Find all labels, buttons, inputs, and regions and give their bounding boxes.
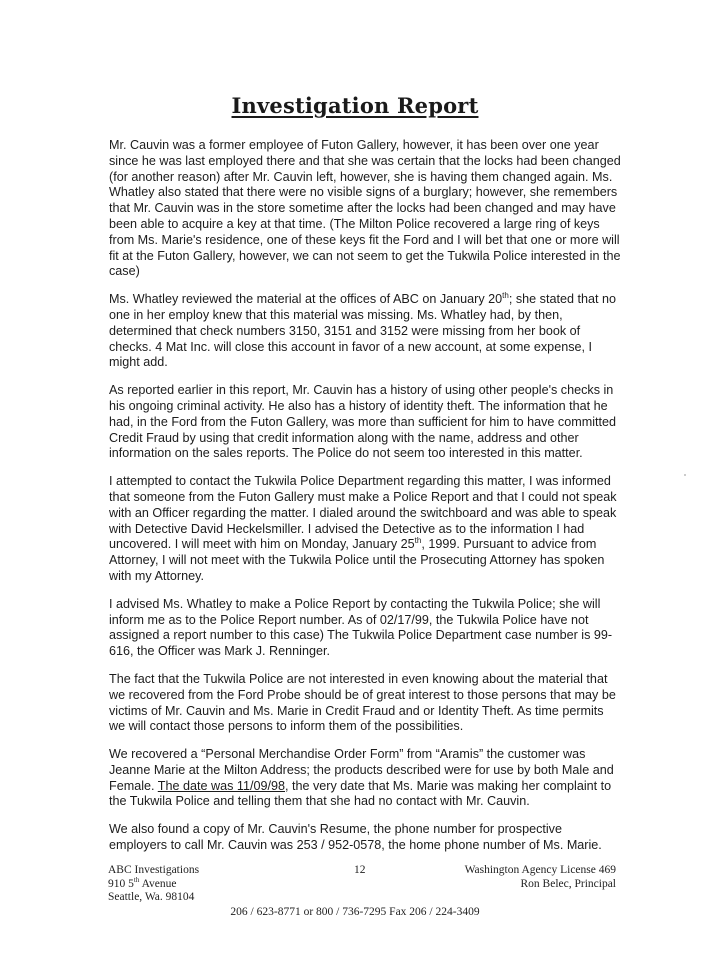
footer-phones: 206 / 623-8771 or 800 / 736-7295 Fax 206 / 224-3409 [230,906,480,918]
scan-speck [684,474,686,476]
report-title: Investigation Report [231,93,479,118]
page-footer [0,864,710,934]
paragraph-police-contact: I attempted to contact the Tukwila Police Department regarding this matter, I was informed that someone from the Futon Gallery must make a Police Report and that I could not speak with an Officer regarding the matter. I dialed around the switchboard and was able to speak with Detective David Heckelsmiller. I advised the Detective as to the information I had uncovered. I will meet with him on Monday, January 25th, 1999. Pursuant to advice from Attorney, I will not meet with the Tukwila Police until the Prosecuting Attorney has spoken with my Attorney. [109,474,617,583]
footer-address [108,864,199,905]
paragraph-former-employee: Mr. Cauvin was a former employee of Futon Gallery, however, it has been over one year since he was last employed there and that she was certain that the locks had been changed (for another reason) after Mr. Cauvin left, however, she is having them changed again. Ms. Whatley also stated that there were no visible signs of a burglary; however, she remembers that Mr. Cauvin was in the store sometime after the locks had been changed and may have been able to acquire a key at that time. (The Milton Police recovered a large ring of keys from Ms. Marie's residence, one of these keys fit the Ford and I will bet that one or more will fit at the Futon Gallery, however, we can not seem to get the Tukwila Police interested in the case) [109,138,621,279]
footer-city: Seattle, Wa. 98104 [108,891,195,903]
paragraph-order-form: We recovered a “Personal Merchandise Order Form” from “Aramis” the customer was Jeanne Marie at the Milton Address; the products described were for use by both Male and Female. The date was 11/09/98, the very date that Ms. Marie was making her complaint to the Tukwila Police and telling them that she had no contact with Mr. Cauvin. [109,747,614,809]
footer-principal: Ron Belec, Principal [520,877,616,890]
footer-company: ABC Investigations [108,864,200,876]
paragraph-resume: We also found a copy of Mr. Cauvin's Resume, the phone number for prospective employers to call Mr. Cauvin was 253 / 952-0578, the home phone number of Ms. Marie. [109,822,602,853]
report-body [109,138,621,866]
underlined-date: The date was 11/09/98, [157,778,289,793]
footer-street: 910 5th Avenue [108,875,177,890]
paragraph-police-interest: The fact that the Tukwila Police are not interested in even knowing about the material that we recovered from the Ford Probe should be of great interest to those persons that may be victims of Mr. Cauvin and Ms. Marie in Credit Fraud and or Identity Theft. As time permits we will contact those persons to inform them of the possibilities. [109,671,616,734]
paragraph-police-report: I advised Ms. Whatley to make a Police Report by contacting the Tukwila Police; she will inform me as to the Police Report number. As of 02/17/99, the Tukwila Police have not assigned a report number to this case) The Tukwila Police Department case number is 99-616, the Officer was Mark J. Renninger. [109,596,613,659]
paragraph-material-review: Ms. Whatley reviewed the material at the offices of ABC on January 20th; she stated that no one in her employ knew that this material was missing. Ms. Whatley had, by then, determined that check numbers 3150, 3151 and 3152 were missing from her book of checks. 4 Mat Inc. will close this account in favor of a new account, at some expense, I might add. [109,290,616,370]
page-number: 12 [354,864,366,876]
footer-license [465,864,616,891]
footer-license-number: Washington Agency License 469 [464,864,616,876]
paragraph-criminal-history: As reported earlier in this report, Mr. Cauvin has a history of using other people's checks in his ongoing criminal activity. He also has a history of identity theft. The information that he had, in the Ford from the Futon Gallery, was more than sufficient for him to have committed Credit Fraud by using that credit information along with the name, address and other information on the sales reports. The Police do not seem too interested in this matter. [109,383,617,461]
